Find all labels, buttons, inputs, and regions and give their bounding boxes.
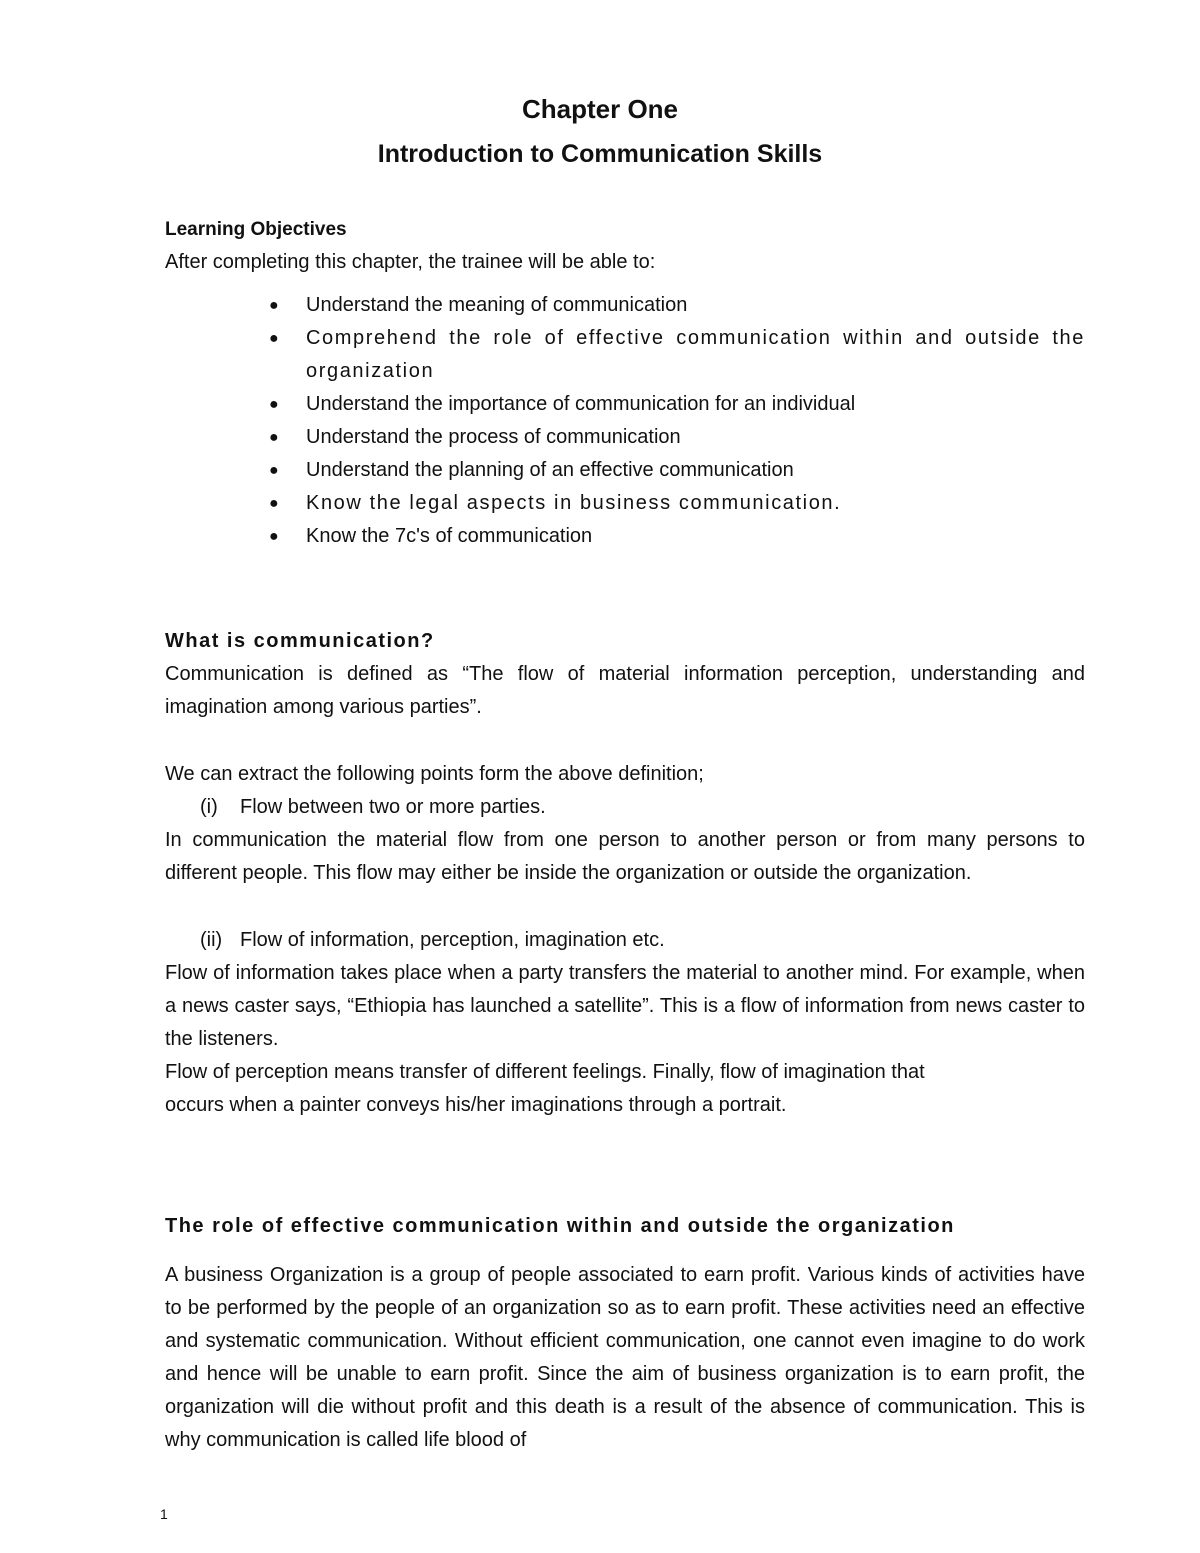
- section-role-of-communication: [165, 1210, 1085, 1457]
- section-heading: What is communication?: [165, 630, 435, 652]
- page-number: 1: [160, 1506, 168, 1522]
- point-heading-1: (i) Flow between two or more parties.: [200, 796, 546, 818]
- bullet-icon: ●: [269, 495, 281, 512]
- bullet-icon: ●: [269, 429, 279, 446]
- objectives-heading: Learning Objectives: [165, 219, 347, 240]
- section-what-is-communication: [165, 625, 1085, 1122]
- list-item: ● Understand the planning of an effective communication: [306, 454, 1085, 487]
- list-item: ● Know the legal aspects in business communication.: [306, 487, 1085, 520]
- bullet-icon: ●: [269, 462, 279, 479]
- learning-objectives: [165, 213, 1085, 553]
- chapter-title: Chapter One: [521, 94, 679, 124]
- list-item: ● Know the 7c's of communication: [306, 520, 1085, 553]
- bullet-icon: ●: [269, 528, 279, 545]
- definition-paragraph: Communication is defined as “The flow of material information perception, understanding and imagination among various parties”.: [165, 663, 1085, 718]
- point-heading-2: (ii) Flow of information, perception, imagination etc.: [200, 929, 665, 951]
- point-paragraph-2: Flow of information takes place when a party transfers the material to another mind. For example, when a news caster says, “Ethiopia has launched a satellite”. This is a flow of information from news caster to the listeners.: [165, 962, 1085, 1050]
- section-heading: The role of effective communication within and outside the organization: [165, 1215, 955, 1237]
- chapter-subtitle: Introduction to Communication Skills: [377, 140, 823, 168]
- list-item: ● Understand the meaning of communication: [306, 289, 1085, 322]
- extract-intro: We can extract the following points form the above definition;: [165, 763, 704, 785]
- bullet-icon: ●: [269, 330, 281, 347]
- bullet-icon: ●: [269, 396, 279, 413]
- list-item: ● Understand the process of communication: [306, 421, 1085, 454]
- point-paragraph-1: In communication the material flow from one person to another person or from many persons to different people. This flow may either be inside the organization or outside the organization.: [165, 829, 1085, 884]
- list-item: ● Understand the importance of communication for an individual: [306, 388, 1085, 421]
- bullet-icon: ●: [269, 297, 279, 314]
- objectives-intro: After completing this chapter, the trainee will be able to:: [165, 251, 656, 273]
- point-paragraph-3b: occurs when a painter conveys his/her imaginations through a portrait.: [165, 1094, 787, 1116]
- objectives-list: [165, 289, 1085, 553]
- point-paragraph-3a: Flow of perception means transfer of different feelings. Finally, flow of imagination that: [165, 1061, 925, 1083]
- section-paragraph: A business Organization is a group of people associated to earn profit. Various kinds of activities have to be performed by the people of an organization so as to earn profit. These activities need an effective and systematic communication. Without efficient communication, one cannot even imagine to do work and hence will be unable to earn profit. Since the aim of business organization is to earn profit, the organization will die without profit and this death is a result of the absence of communication. This is why communication is called life blood of: [165, 1264, 1085, 1451]
- list-item: ● Comprehend the role of effective communication within and outside the organization: [306, 322, 1085, 388]
